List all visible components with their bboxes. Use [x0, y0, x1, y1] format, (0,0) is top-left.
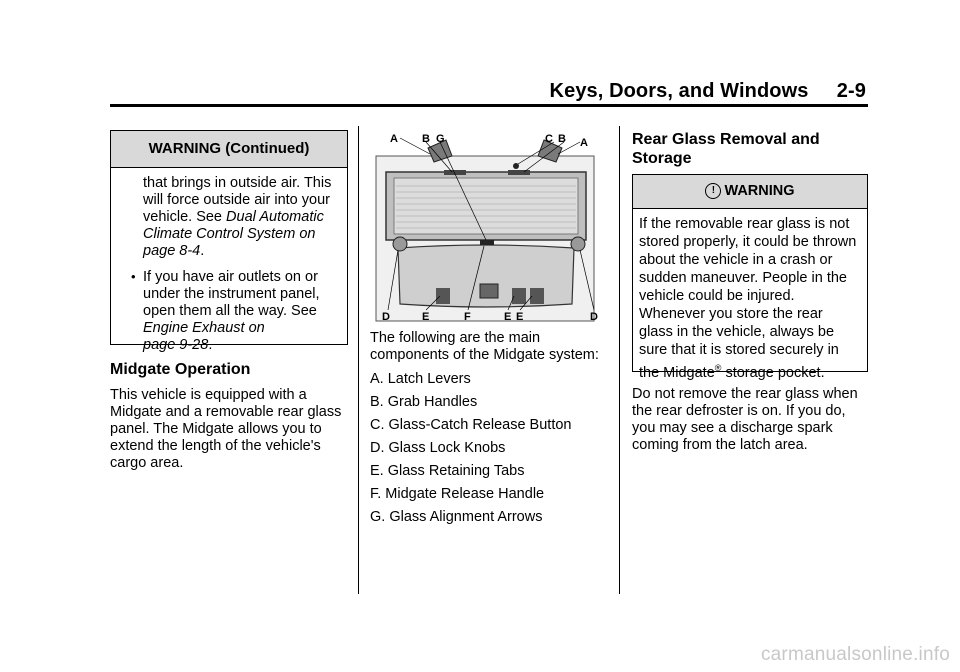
- component-item: F. Midgate Release Handle: [370, 486, 545, 502]
- warning-line: [143, 209, 343, 226]
- warning-line: under the instrument panel,: [143, 286, 320, 302]
- warning-title: WARNING: [724, 183, 795, 199]
- components-intro: [370, 330, 615, 364]
- text: vehicle. See: [143, 209, 227, 225]
- midgate-release-handle: [480, 284, 498, 298]
- warning-line: [143, 337, 343, 354]
- warning-box: [632, 174, 868, 381]
- warning-line: [143, 320, 343, 337]
- page-header-title: [550, 80, 866, 103]
- label-d-left: D: [382, 311, 390, 323]
- warning-line: about the vehicle in a crash or: [639, 252, 833, 268]
- text: .: [200, 243, 205, 259]
- cross-reference-link[interactable]: page 9-28: [143, 337, 209, 353]
- body-line: the rear defroster is on. If you do,: [632, 403, 846, 419]
- warning-line: [143, 243, 343, 260]
- warning-line: If you have air outlets on or: [143, 269, 318, 285]
- cross-reference-link[interactable]: Engine Exhaust on: [143, 320, 265, 336]
- body-line: This vehicle is equipped with a: [110, 387, 307, 403]
- label-b-left: B: [422, 133, 430, 145]
- body-line: you may see a discharge spark: [632, 420, 833, 436]
- text: storage pocket.: [721, 364, 825, 381]
- bullet-item: [131, 269, 343, 354]
- section-title-rear-glass: [632, 130, 820, 168]
- warning-continued-title: WARNING (Continued): [111, 131, 347, 168]
- warning-line: stored properly, it could be thrown: [639, 234, 857, 250]
- warning-continued-body: [131, 175, 343, 354]
- body-line: Midgate and a removable rear glass: [110, 404, 342, 420]
- warning-continued-box: [110, 130, 348, 353]
- label-g: G: [436, 133, 445, 145]
- warning-line: open them all the way. See: [143, 303, 317, 319]
- section-title-midgate-operation: Midgate Operation: [110, 361, 251, 378]
- midgate-operation-body: [110, 387, 350, 472]
- glass-alignment-arrow: [480, 240, 494, 245]
- warning-line: glass in the vehicle, always be: [639, 324, 835, 340]
- label-e-1: E: [422, 311, 430, 323]
- page-number: 2-9: [836, 80, 866, 102]
- warning-line: sudden maneuver. People in the: [639, 270, 847, 286]
- label-b-right: B: [558, 133, 566, 145]
- label-a-right: A: [580, 137, 588, 149]
- retaining-tab: [436, 288, 450, 304]
- warning-line: Whenever you store the rear: [639, 306, 823, 322]
- warning-body: [639, 215, 865, 382]
- retaining-tab: [512, 288, 526, 304]
- watermark: carmanualsonline.info: [760, 644, 950, 665]
- warning-line: [143, 226, 343, 243]
- column-divider-1: [358, 126, 359, 594]
- registered-mark: ®: [714, 363, 722, 373]
- component-item: D. Glass Lock Knobs: [370, 440, 506, 456]
- section-title-line: Storage: [632, 150, 692, 167]
- text: the Midgate: [639, 364, 715, 381]
- header-rule: [110, 104, 868, 107]
- cross-reference-link[interactable]: page 8-4: [143, 243, 201, 259]
- midgate-diagram: [368, 126, 608, 324]
- cross-reference-link[interactable]: Climate Control System on: [143, 226, 316, 242]
- text: .: [208, 337, 213, 353]
- component-item: A. Latch Levers: [370, 371, 471, 387]
- label-a-left: A: [390, 133, 398, 145]
- cross-reference-link[interactable]: Dual Automatic: [226, 209, 324, 225]
- warning-line: If the removable rear glass is not: [639, 216, 850, 232]
- section-name: Keys, Doors, and Windows: [549, 80, 809, 102]
- warning-title-bar: [633, 175, 867, 209]
- body-line: The following are the main: [370, 330, 541, 346]
- section-title-line: Rear Glass Removal and: [632, 131, 820, 148]
- rear-glass: [394, 178, 578, 234]
- body-line: extend the length of the vehicle's: [110, 438, 321, 454]
- component-item: E. Glass Retaining Tabs: [370, 463, 525, 479]
- grab-handle-right: [508, 170, 530, 175]
- body-line: coming from the latch area.: [632, 437, 808, 453]
- component-item: C. Glass-Catch Release Button: [370, 417, 572, 433]
- label-f: F: [464, 311, 471, 323]
- label-e-2: E: [504, 311, 512, 323]
- warning-icon: !: [705, 183, 721, 199]
- body-line: components of the Midgate system:: [370, 347, 599, 363]
- bullet-icon: •: [131, 269, 136, 284]
- glass-lock-knob-right: [571, 237, 585, 251]
- label-e-3: E: [516, 311, 524, 323]
- warning-line: that brings in outside air. This: [143, 175, 332, 191]
- column-divider-2: [619, 126, 620, 594]
- body-line: Do not remove the rear glass when: [632, 386, 858, 402]
- label-c: C: [545, 133, 553, 145]
- warning-line: sure that it is stored securely in: [639, 342, 839, 358]
- glass-lock-knob-left: [393, 237, 407, 251]
- warning-line: [639, 359, 865, 382]
- retaining-tab: [530, 288, 544, 304]
- warning-line: vehicle could be injured.: [639, 288, 795, 304]
- label-d-right: D: [590, 311, 598, 323]
- body-line: panel. The Midgate allows you to: [110, 421, 322, 437]
- component-item: B. Grab Handles: [370, 394, 478, 410]
- component-item: G. Glass Alignment Arrows: [370, 509, 543, 525]
- rear-glass-body: [632, 386, 868, 454]
- warning-line: will force outside air into your: [143, 192, 330, 208]
- body-line: cargo area.: [110, 455, 184, 471]
